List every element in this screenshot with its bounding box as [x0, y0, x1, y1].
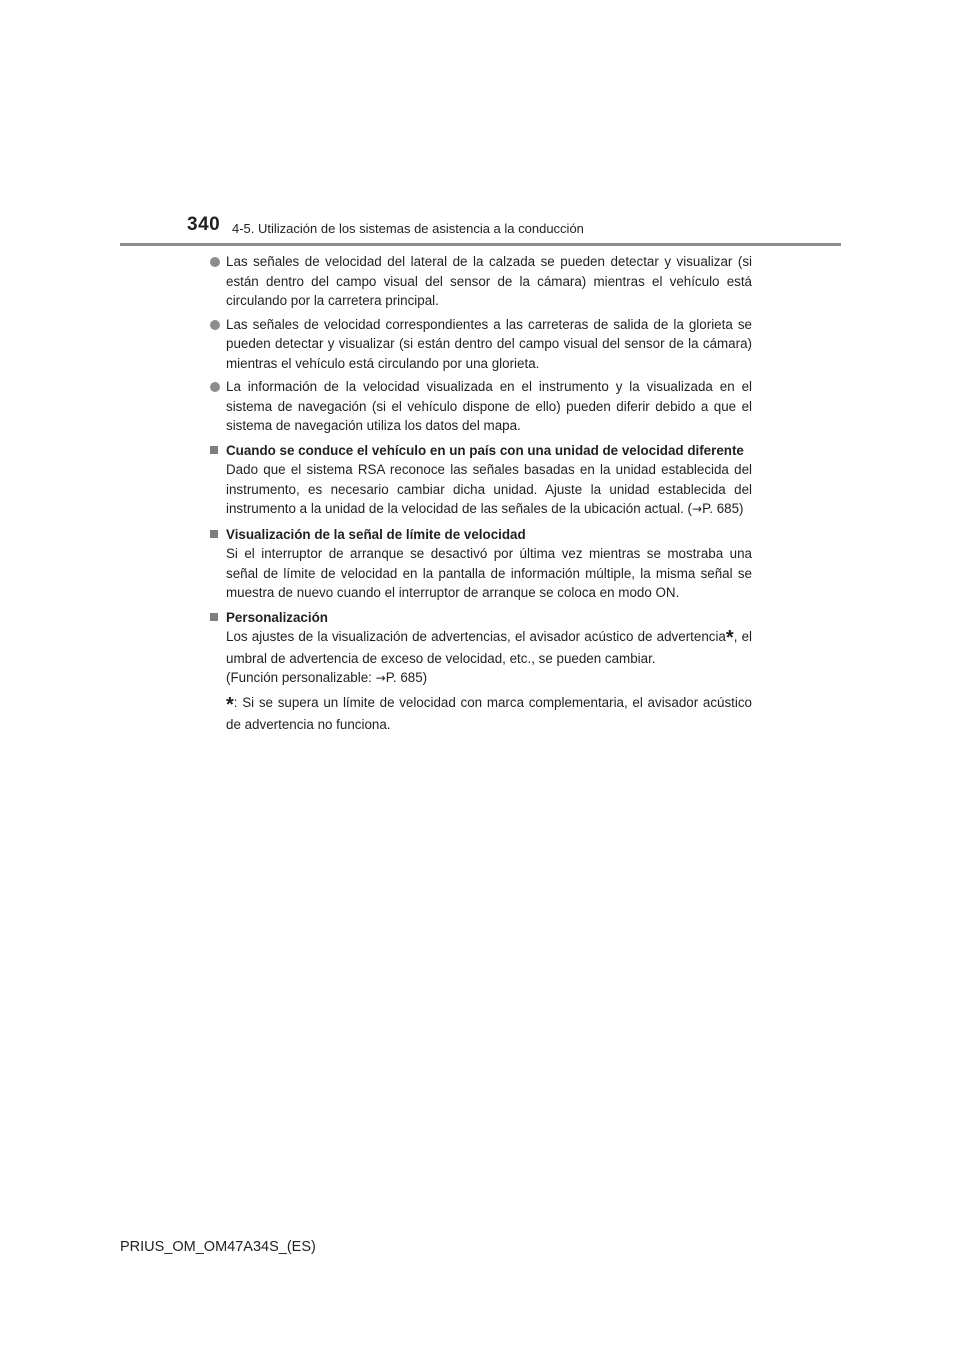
bullet-text: La información de la velocidad visualizada en el instrumento y la visualizada en el sistema de navegación (si el vehículo dispone de ello) pueden diferir debido a que el sistema de navegación utiliza los datos del mapa. [226, 379, 752, 433]
page-reference-link[interactable]: P. 685) [385, 670, 428, 685]
bullet-dot-icon [210, 257, 220, 267]
section-title: 4-5. Utilización de los sistemas de asistencia a la conducción [232, 221, 584, 236]
page-header [0, 0, 960, 250]
section-speed-unit [208, 441, 752, 520]
section-square-icon [210, 530, 218, 538]
footnote [208, 693, 752, 735]
section-heading: Personalización [226, 609, 328, 625]
document-code: PRIUS_OM_OM47A34S_(ES) [120, 1239, 316, 1255]
reference-arrow-icon: → [375, 671, 386, 685]
page-number: 340 [187, 214, 221, 235]
bullet-item [208, 252, 752, 311]
section-heading: Cuando se conduce el vehículo en un país con una unidad de velocidad diferente [226, 442, 744, 458]
section-sign-display [208, 525, 752, 603]
section-heading: Visualización de la señal de límite de velocidad [226, 526, 526, 542]
footnote-marker: * [226, 693, 234, 716]
footnote-star-marker: * [725, 627, 734, 649]
bullet-text: Las señales de velocidad correspondientes a las carreteras de salida de la glorieta se pueden detectar y visualizar (si están dentro del campo visual del sensor de la cámara) mientras el vehículo está circulando por una glorieta. [226, 316, 752, 371]
header-divider [120, 243, 841, 246]
section-body: Dado que el sistema RSA reconoce las señales basadas en la unidad establecida del instrumento, es necesario cambiar dicha unidad. Ajuste la unidad establecida del instrumento a la unidad de la velocidad de las señales de la ubicación actual. (→P. 685) [226, 462, 752, 516]
bullet-dot-icon [210, 320, 220, 330]
section-square-icon [210, 613, 218, 621]
page-reference-link[interactable]: P. 685) [702, 501, 744, 516]
bullet-dot-icon [210, 382, 220, 392]
section-square-icon [210, 446, 218, 454]
reference-arrow-icon: → [692, 502, 703, 516]
bullet-item [208, 315, 752, 374]
footnote-text: : Si se supera un límite de velocidad con marca complementaria, el avisador acústico de advertencia no funciona. [226, 694, 752, 732]
main-content [208, 252, 752, 735]
section-body: Si el interruptor de arranque se desactivó por última vez mientras se mostraba una señal de límite de velocidad en la pantalla de información múltiple, la misma señal se muestra de nuevo cuando el interruptor de arranque se coloca en modo ON. [226, 546, 752, 600]
section-body: Los ajustes de la visualización de advertencias, el avisador acústico de advertencia*, el umbral de advertencia de exceso de velocidad, etc., se pueden cambiar. (Función personalizable: →P. 685) [226, 627, 752, 685]
section-customization [208, 608, 752, 689]
bullet-text: Las señales de velocidad del lateral de la calzada se pueden detectar y visualizar (si están dentro del campo visual del sensor de la cámara) mientras el vehículo está circulando por la carretera principal. [226, 254, 752, 308]
bullet-item [208, 377, 752, 436]
